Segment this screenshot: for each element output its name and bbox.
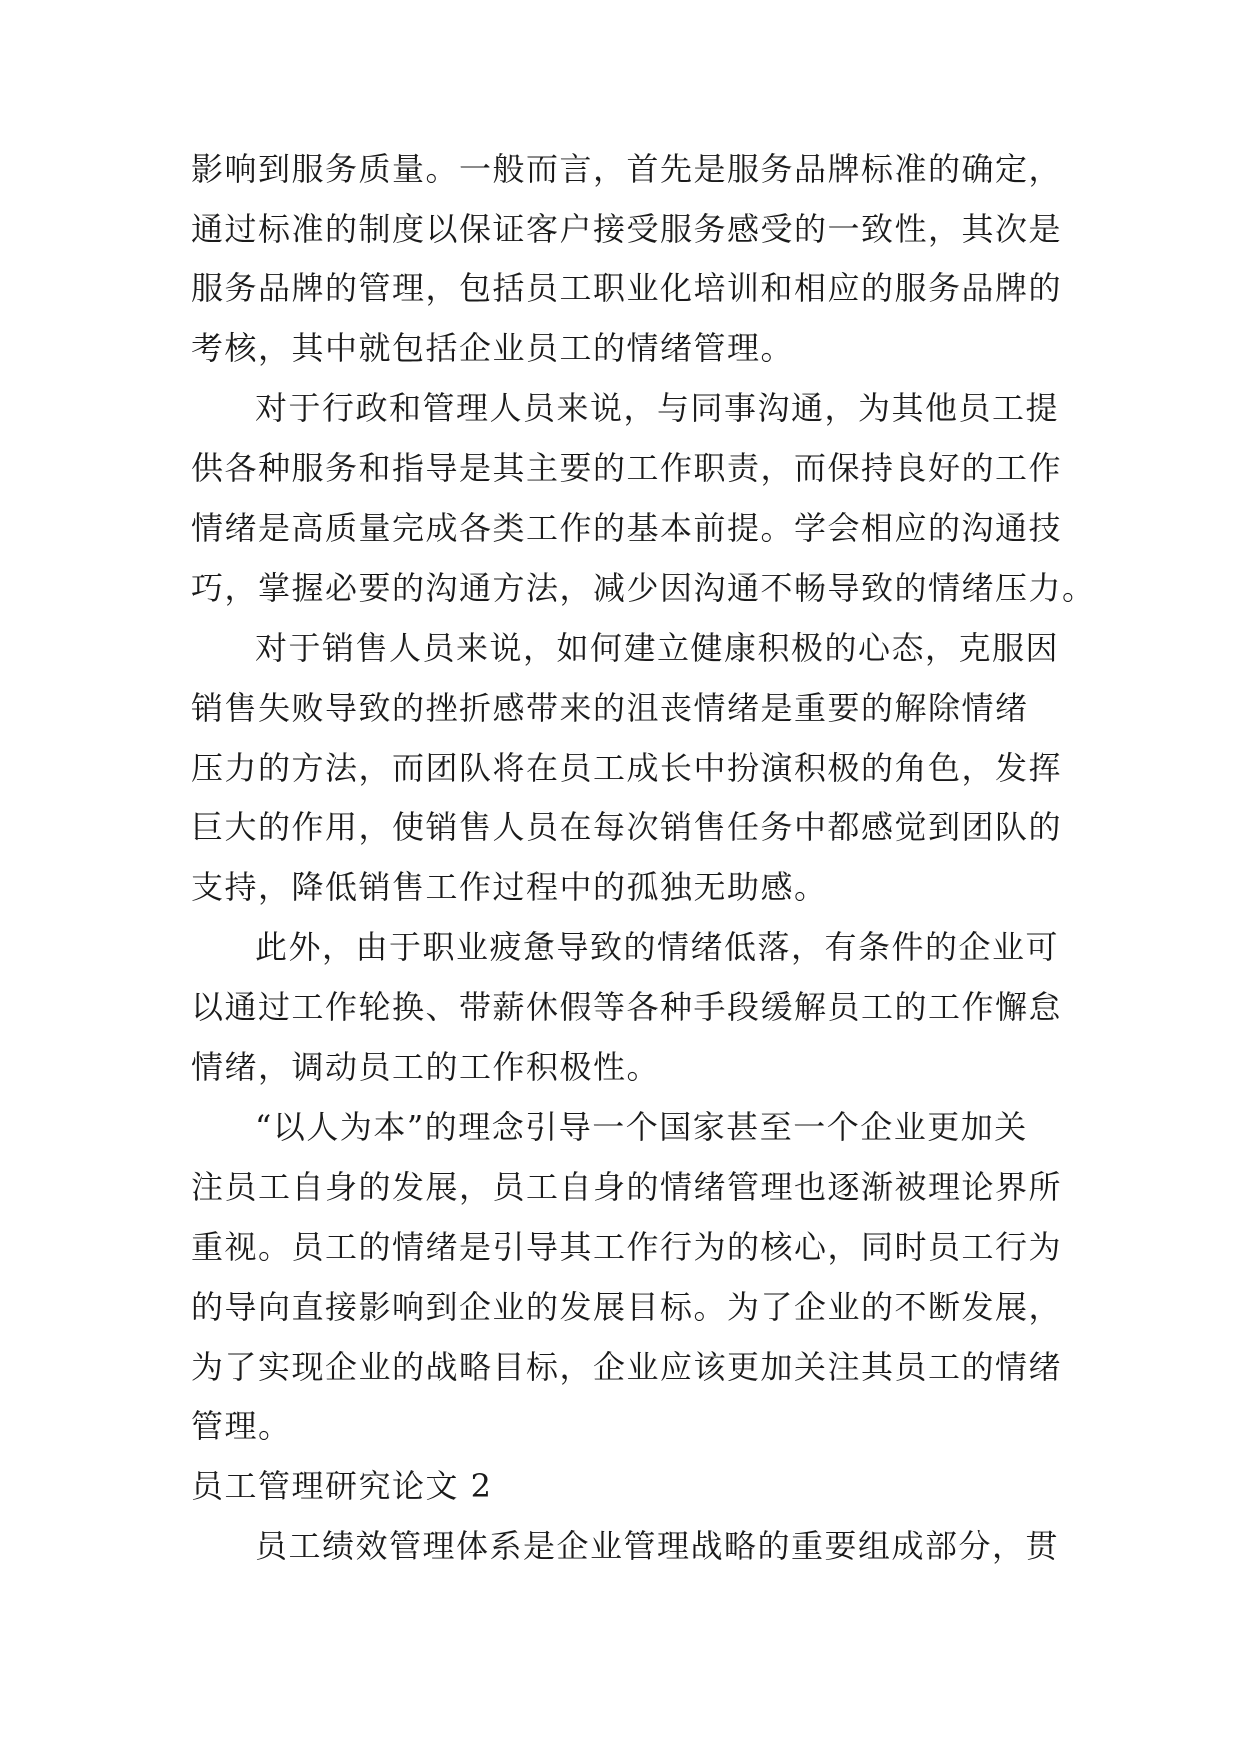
- paragraph-2-line-2: 供各种服务和指导是其主要的工作职责，而保持良好的工作: [191, 449, 1063, 487]
- paragraph-5-line-2: 注员工自身的发展，员工自身的情绪管理也逐渐被理论界所: [191, 1168, 1063, 1206]
- paragraph-3-line-5: 支持，降低销售工作过程中的孤独无助感。: [191, 868, 828, 906]
- paragraph-1-line-3: 服务品牌的管理，包括员工职业化培训和相应的服务品牌的: [191, 269, 1063, 307]
- paragraph-5-line-4: 的导向直接影响到企业的发展目标。为了企业的不断发展，: [191, 1288, 1063, 1326]
- paragraph-5-line-1: “以人为本”的理念引导一个国家甚至一个企业更加关: [255, 1108, 1028, 1146]
- paragraph-2-line-1: 对于行政和管理人员来说，与同事沟通，为其他员工提: [255, 389, 1060, 427]
- paragraph-4-line-2: 以通过工作轮换、带薪休假等各种手段缓解员工的工作懈怠: [191, 988, 1063, 1026]
- paragraph-1-line-4: 考核，其中就包括企业员工的情绪管理。: [191, 329, 795, 367]
- paragraph-2-line-4: 巧，掌握必要的沟通方法，减少因沟通不畅导致的情绪压力。: [191, 569, 1096, 607]
- paragraph-3-line-3: 压力的方法，而团队将在员工成长中扮演积极的角色，发挥: [191, 749, 1063, 787]
- paragraph-4-line-1: 此外，由于职业疲惫导致的情绪低落，有条件的企业可: [255, 928, 1060, 966]
- paragraph-5-line-5: 为了实现企业的战略目标，企业应该更加关注其员工的情绪: [191, 1348, 1063, 1386]
- paragraph-1-line-1: 影响到服务质量。一般而言，首先是服务品牌标准的确定，: [191, 150, 1063, 188]
- paragraph-5-line-6: 管理。: [191, 1407, 292, 1445]
- paragraph-5-line-3: 重视。员工的情绪是引导其工作行为的核心，同时员工行为: [191, 1228, 1063, 1266]
- paragraph-1-line-2: 通过标准的制度以保证客户接受服务感受的一致性，其次是: [191, 210, 1063, 248]
- paragraph-3-line-4: 巨大的作用，使销售人员在每次销售任务中都感觉到团队的: [191, 808, 1063, 846]
- paragraph-3-line-2: 销售失败导致的挫折感带来的沮丧情绪是重要的解除情绪: [191, 689, 1029, 727]
- paragraph-4-line-3: 情绪，调动员工的工作积极性。: [191, 1048, 661, 1086]
- paragraph-6-line-1: 员工绩效管理体系是企业管理战略的重要组成部分，贯: [255, 1527, 1060, 1565]
- paragraph-3-line-1: 对于销售人员来说，如何建立健康积极的心态，克服因: [255, 629, 1060, 667]
- paragraph-2-line-3: 情绪是高质量完成各类工作的基本前提。学会相应的沟通技: [191, 509, 1063, 547]
- section-heading: 员工管理研究论文 2: [191, 1467, 493, 1505]
